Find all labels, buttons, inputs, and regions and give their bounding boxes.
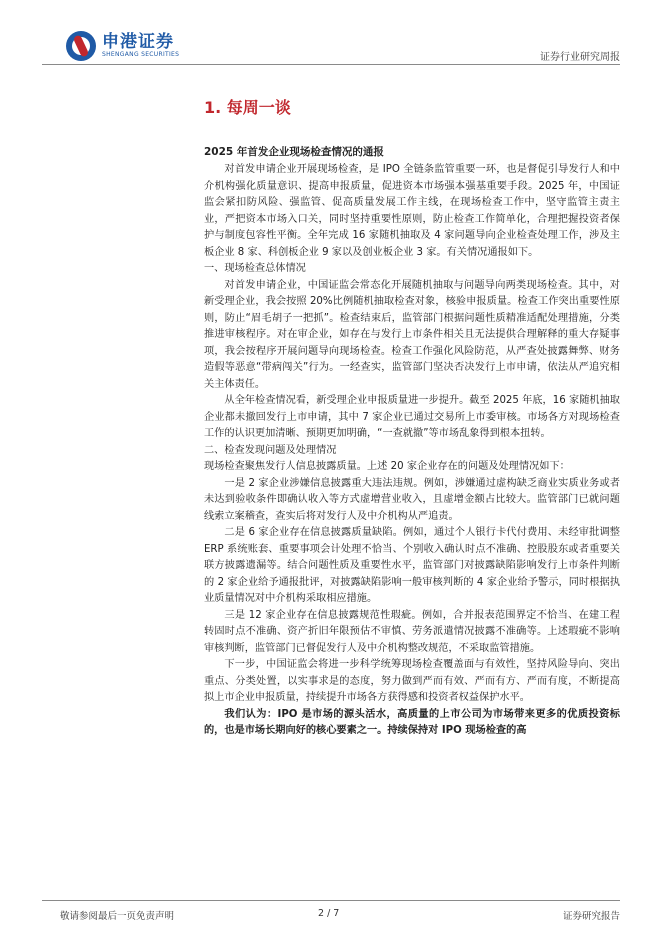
logo-name-en: SHENGANG SECURITIES bbox=[102, 51, 180, 58]
footer-report-label: 证券研究报告 bbox=[562, 911, 620, 922]
paragraph: 二是 6 家企业存在信息披露质量缺陷。例如，通过个人银行卡代付费用、未经审批调整 ERP 系统账套、重要事项会计处理不恰当、个别收入确认时点不准确、控股股东或者重要关联方披露遗漏等。结合问题性质及重要性水平，监管部门对披露缺陷影响发行上市条件判断的 2 家企业给予通报批评，对披露缺陷影响一般审核判断的 4 家企业给予警示，同时根据执业质量情况对中介机构采取相应措施。 bbox=[204, 527, 620, 604]
paragraph: 二、检查发现问题及处理情况 bbox=[204, 444, 337, 456]
section-title: 1. 每周一谈 bbox=[204, 98, 291, 117]
paragraph: 现场检查聚焦发行人信息披露质量。上述 20 家企业存在的问题及处理情况如下： bbox=[204, 461, 570, 472]
main-content bbox=[204, 95, 620, 740]
article-body bbox=[204, 162, 620, 740]
paragraph: 对首发申请企业，中国证监会常态化开展随机抽取与问题导向两类现场检查。其中，对新受理企业，我会按照 20%比例随机抽取检查对象，核验申报质量。检查工作突出重要性原则，防止“眉毛胡子一把抓”。检查结束后，监管部门根据问题性质精准适配处理措施，分类推进审核程序。对在审企业，如存在与发行上市条件相关且无法提供合理解释的重大存疑事项，我会按程序开展问题导向现场检查。检查工作强化风险防范，从严查处披露舞弊、财务造假等恶意“带病闯关”行为。一经查实，监管部门坚决否决发行上市申请，依法从严追究相关主体责任。 bbox=[204, 279, 620, 390]
footer-divider bbox=[42, 900, 620, 901]
page-header bbox=[0, 0, 662, 70]
paragraph: 一是 2 家企业涉嫌信息披露重大违法违规。例如，涉嫌通过虚构缺乏商业实质业务或者未达到验收条件即确认收入等方式虚增营业收入，且虚增金额占比较大。监管部门已就问题线索立案稽查，查实后将对发行人及中介机构从严追责。 bbox=[204, 477, 620, 522]
paragraph: 一、现场检查总体情况 bbox=[204, 263, 306, 274]
paragraph: 我们认为：IPO 是市场的源头活水，高质量的上市公司为市场带来更多的优质投资标的，也是市场长期向好的核心要素之一。持续保持对 IPO 现场检查的高 bbox=[204, 708, 620, 736]
header-divider bbox=[42, 64, 620, 65]
logo-icon bbox=[66, 31, 96, 61]
paragraph: 对首发申请企业开展现场检查，是 IPO 全链条监管重要一环，也是督促引导发行人和中介机构强化质量意识、提高申报质量，促进资本市场强本强基重要手段。2025 年，中国证监会紧扣防风险、强监管、促高质量发展工作主线，在现场检查工作中，坚守监管主责主业，严把资本市场入口关，同时坚持重要性原则，防止检查工作简单化，合理把握投资者保护与制度包容性平衡。全年完成 16 家随机抽取及 4 家问题导向企业检查处理工作，涉及主板企业 8 家、科创板企业 9 家以及创业板企业 3 家。有关情况通报如下。 bbox=[204, 164, 620, 258]
page-number: 2 / 7 bbox=[318, 908, 340, 919]
footer-disclaimer: 敬请参阅最后一页免责声明 bbox=[60, 911, 175, 922]
company-logo bbox=[66, 31, 179, 61]
paragraph: 下一步，中国证监会将进一步科学统筹现场检查覆盖面与有效性，坚持风险导向、突出重点、分类处置，以实事求是的态度，努力做到严而有效、严而有方、严而有度，不断提高拟上市企业申报质量，持续提升市场各方获得感和投资者权益保护水平。 bbox=[204, 659, 620, 703]
article-subtitle: 2025 年首发企业现场检查情况的通报 bbox=[204, 146, 384, 158]
paragraph: 三是 12 家企业存在信息披露规范性瑕疵。例如，合并报表范围界定不恰当、在建工程转固时点不准确、资产折旧年限预估不审慎、劳务派遣情况披露不准确等。上述瑕疵不影响审核判断，监管部门已督促发行人及中介机构整改规范，不采取监管措施。 bbox=[204, 609, 620, 654]
paragraph: 从全年检查情况看，新受理企业申报质量进一步提升。截至 2025 年底，16 家随机抽取企业都未撤回发行上市申请，其中 7 家企业已通过交易所上市委审核。市场各方对现场检查工作的认识更加清晰、预期更加明确，“一查就撤”等市场乱象得到根本扭转。 bbox=[204, 395, 620, 439]
logo-name-cn: 申港证券 bbox=[102, 32, 174, 52]
report-type: 证券行业研究周报 bbox=[540, 52, 620, 63]
